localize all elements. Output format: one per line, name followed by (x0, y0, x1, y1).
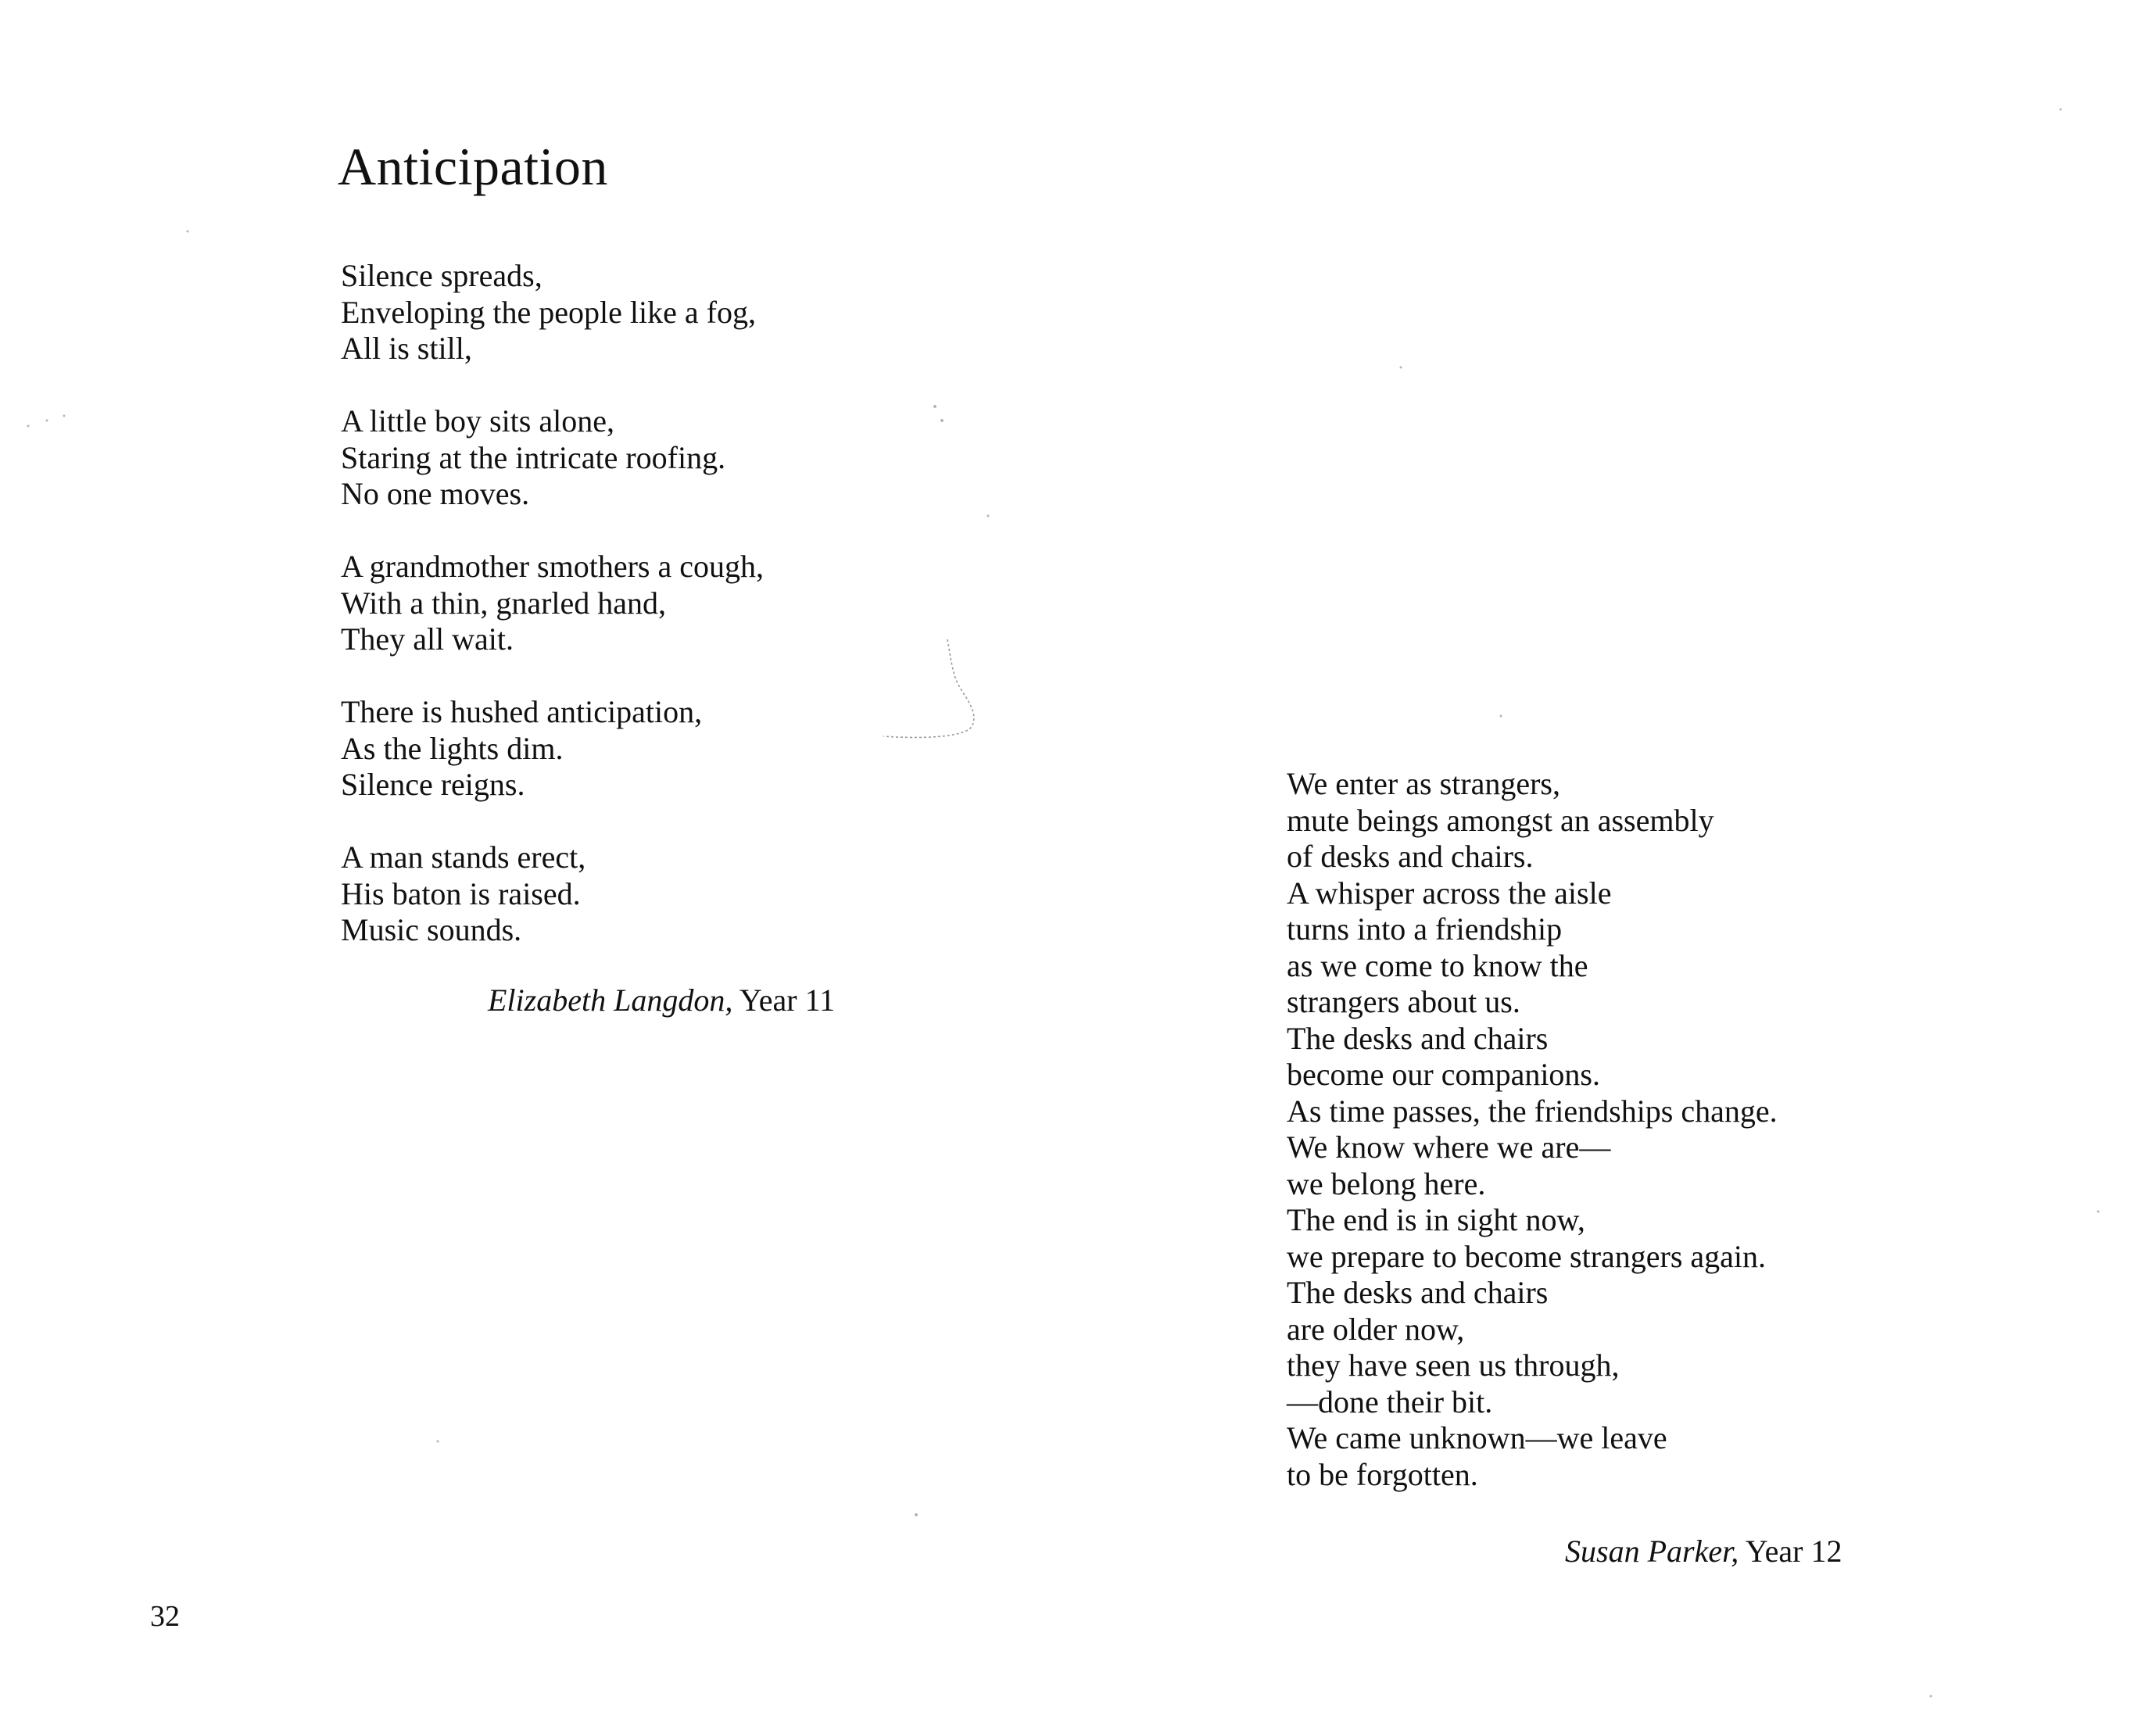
poem-line: The end is in sight now, (1287, 1202, 1585, 1237)
poem-line: The desks and chairs (1287, 1275, 1549, 1310)
poem-line: The desks and chairs (1287, 1020, 1549, 1056)
poem-title: Anticipation (338, 137, 608, 196)
poem-line: as we come to know the (1287, 947, 1588, 983)
poem-line: Silence reigns. (341, 767, 525, 802)
poem-line: As the lights dim. (341, 730, 564, 766)
author-year: Year 12 (1745, 1534, 1842, 1569)
page-number: 32 (150, 1600, 180, 1633)
stanza-break (341, 804, 764, 840)
pencil-mark (876, 633, 993, 750)
poem-line: strangers about us. (1287, 984, 1520, 1019)
byline-left (488, 983, 835, 1018)
poem-line: turns into a friendship (1287, 911, 1563, 947)
author-name: Elizabeth Langdon, (488, 983, 733, 1018)
poem-line: Silence spreads, (341, 258, 543, 293)
poem-line: They all wait. (341, 621, 514, 657)
byline-right (1565, 1534, 1842, 1570)
stanza-break (341, 658, 764, 695)
poem-line: are older now, (1287, 1311, 1465, 1347)
poem-line: We enter as strangers, (1287, 766, 1560, 801)
poem-anticipation (341, 258, 764, 949)
poem-untitled (1287, 766, 1778, 1493)
poem-line: A little boy sits alone, (341, 403, 614, 438)
poem-line: Staring at the intricate roofing. (341, 439, 726, 475)
poem-line: His baton is raised. (341, 875, 581, 911)
poem-line: A whisper across the aisle (1287, 875, 1612, 911)
stanza-break (341, 513, 764, 549)
poem-line: mute beings amongst an assembly (1287, 802, 1714, 838)
poem-line: No one moves. (341, 476, 530, 511)
poem-line: become our companions. (1287, 1057, 1600, 1092)
poem-line: we belong here. (1287, 1165, 1486, 1201)
poem-line: A grandmother smothers a cough, (341, 549, 764, 584)
poem-line: of desks and chairs. (1287, 839, 1534, 874)
poem-line: We know where we are— (1287, 1129, 1611, 1165)
author-year: Year 11 (739, 983, 836, 1018)
poem-line: With a thin, gnarled hand, (341, 585, 667, 621)
poem-line: A man stands erect, (341, 839, 586, 875)
poem-line: There is hushed anticipation, (341, 694, 703, 729)
poem-line: to be forgotten. (1287, 1456, 1478, 1492)
poem-line: they have seen us through, (1287, 1348, 1620, 1383)
poem-line: Enveloping the people like a fog, (341, 294, 756, 330)
poem-line: —done their bit. (1287, 1383, 1493, 1419)
poem-line: All is still, (341, 331, 472, 366)
poem-line: we prepare to become strangers again. (1287, 1238, 1767, 1274)
poem-line: We came unknown—we leave (1287, 1420, 1667, 1455)
poem-line: As time passes, the friendships change. (1287, 1093, 1778, 1129)
stanza-break (341, 367, 764, 404)
author-name: Susan Parker, (1565, 1534, 1739, 1569)
poem-line: Music sounds. (341, 912, 522, 947)
